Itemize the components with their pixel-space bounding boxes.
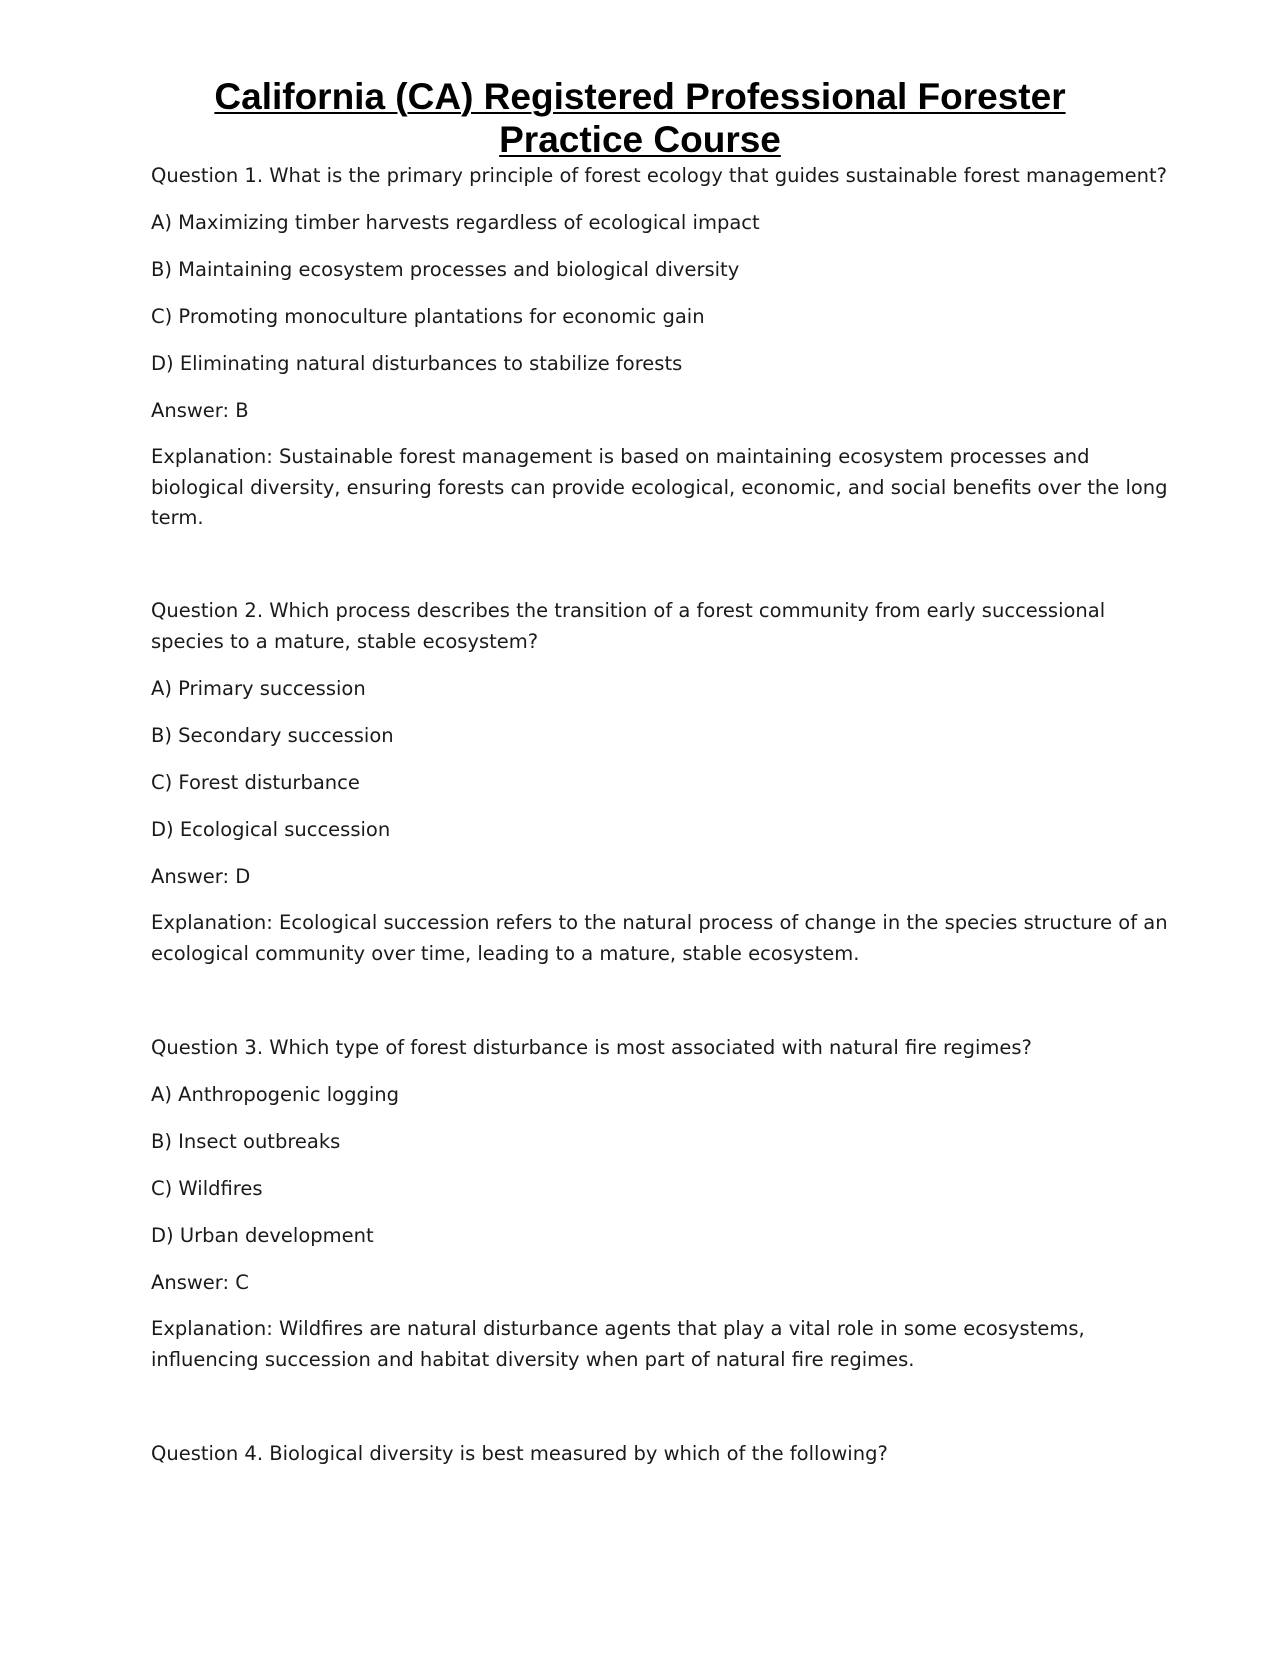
- question-2-option-c: C) Forest disturbance: [151, 771, 360, 794]
- question-2-text: [151, 596, 1141, 657]
- question-3-explanation-line-1: Explanation: Wildfires are natural disturbance agents that play a vital role in some ecosystems,: [151, 1317, 1085, 1340]
- question-3-option-c: C) Wildfires: [151, 1177, 263, 1200]
- question-3-explanation: [151, 1314, 1141, 1375]
- question-2-explanation-line-1: Explanation: Ecological succession refers to the natural process of change in the species structure of an: [151, 911, 1168, 934]
- question-1-explanation: [151, 442, 1168, 534]
- question-2-explanation-line-2: ecological community over time, leading to a mature, stable ecosystem.: [151, 941, 860, 965]
- question-1-option-b: B) Maintaining ecosystem processes and biological diversity: [151, 258, 740, 281]
- question-3-answer: Answer: C: [151, 1271, 249, 1294]
- question-1-answer: Answer: B: [151, 399, 249, 422]
- question-2-answer: Answer: D: [151, 865, 251, 888]
- question-4-text: Question 4. Biological diversity is best measured by which of the following?: [151, 1442, 888, 1465]
- question-3-explanation-line-2: influencing succession and habitat diversity when part of natural fire regimes.: [151, 1347, 915, 1371]
- question-1-text: Question 1. What is the primary principle of forest ecology that guides sustainable forest management?: [151, 164, 1167, 187]
- question-1-explanation-line-3: term.: [151, 506, 204, 529]
- question-1-option-a: A) Maximizing timber harvests regardless of ecological impact: [151, 211, 760, 234]
- question-2-text-line-2: species to a mature, stable ecosystem?: [151, 629, 539, 653]
- question-2-option-b: B) Secondary succession: [151, 724, 394, 747]
- question-3-option-b: B) Insect outbreaks: [151, 1130, 341, 1153]
- document-title-line-1: California (CA) Registered Professional Forester: [214, 76, 1066, 117]
- question-1-explanation-line-2: biological diversity, ensuring forests can provide ecological, economic, and social benefits over the long: [151, 475, 1168, 499]
- document-title-line-2: Practice Course: [499, 119, 781, 160]
- question-1-explanation-line-1: Explanation: Sustainable forest management is based on maintaining ecosystem processes and: [151, 445, 1090, 468]
- question-3-text: Question 3. Which type of forest disturbance is most associated with natural fire regimes?: [151, 1036, 1032, 1059]
- question-2-option-d: D) Ecological succession: [151, 818, 391, 841]
- question-1-option-d: D) Eliminating natural disturbances to stabilize forests: [151, 352, 683, 375]
- question-3-option-d: D) Urban development: [151, 1224, 374, 1247]
- question-2-text-line-1: Question 2. Which process describes the transition of a forest community from early successional: [151, 599, 1106, 622]
- question-3-option-a: A) Anthropogenic logging: [151, 1083, 400, 1106]
- question-2-explanation: [151, 908, 1168, 969]
- question-1-option-c: C) Promoting monoculture plantations for economic gain: [151, 305, 705, 328]
- question-2-option-a: A) Primary succession: [151, 677, 366, 700]
